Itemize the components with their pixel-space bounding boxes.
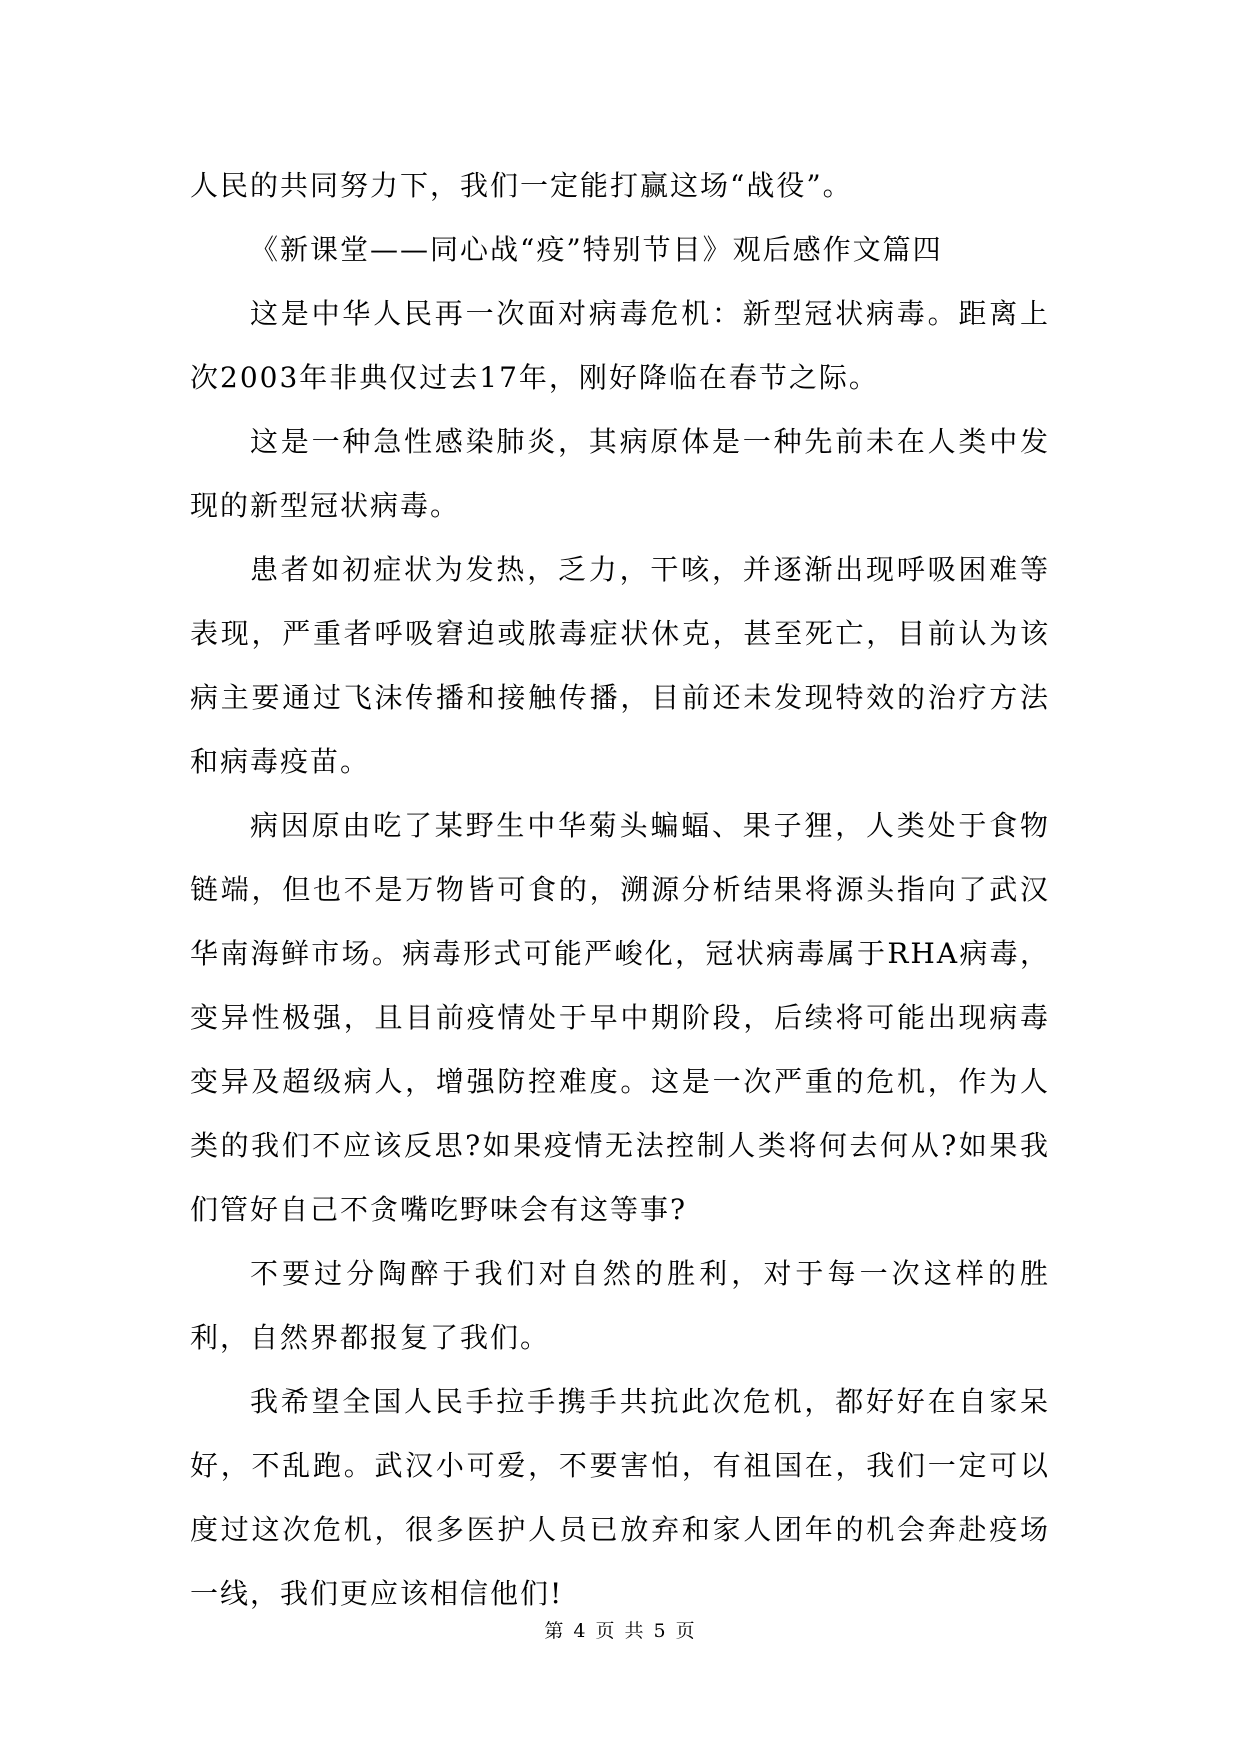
paragraph: 这是中华人民再一次面对病毒危机：新型冠状病毒。距离上次2003年非典仅过去17年，刚好降临在春节之际。 xyxy=(190,297,1050,394)
document-body xyxy=(190,154,1050,1626)
section-heading: 《新课堂——同心战“疫”特别节目》观后感作文篇四 xyxy=(250,233,943,266)
paragraph: 这是一种急性感染肺炎，其病原体是一种先前未在人类中发现的新型冠状病毒。 xyxy=(190,425,1050,522)
paragraph: 不要过分陶醉于我们对自然的胜利，对于每一次这样的胜利，自然界都报复了我们。 xyxy=(190,1257,1050,1354)
paragraph-continuation: 人民的共同努力下，我们一定能打赢这场“战役”。 xyxy=(190,169,853,202)
paragraph: 患者如初症状为发热，乏力，干咳，并逐渐出现呼吸困难等表现，严重者呼吸窘迫或脓毒症状休克，甚至死亡，目前认为该病主要通过飞沫传播和接触传播，目前还未发现特效的治疗方法和病毒疫苗。 xyxy=(190,553,1050,778)
paragraph: 我希望全国人民手拉手携手共抗此次危机，都好好在自家呆好，不乱跑。武汉小可爱，不要害怕，有祖国在，我们一定可以度过这次危机，很多医护人员已放弃和家人团年的机会奔赴疫场一线，我们更应该相信他们! xyxy=(190,1385,1050,1610)
paragraph: 病因原由吃了某野生中华菊头蝙蝠、果子狸，人类处于食物链端，但也不是万物皆可食的，溯源分析结果将源头指向了武汉华南海鲜市场。病毒形式可能严峻化，冠状病毒属于RHA病毒，变异性极强，且目前疫情处于早中期阶段，后续将可能出现病毒变异及超级病人，增强防控难度。这是一次严重的危机，作为人类的我们不应该反思?如果疫情无法控制人类将何去何从?如果我们管好自己不贪嘴吃野味会有这等事? xyxy=(190,809,1050,1226)
page-number-footer: 第 4 页 共 5 页 xyxy=(544,1620,697,1642)
